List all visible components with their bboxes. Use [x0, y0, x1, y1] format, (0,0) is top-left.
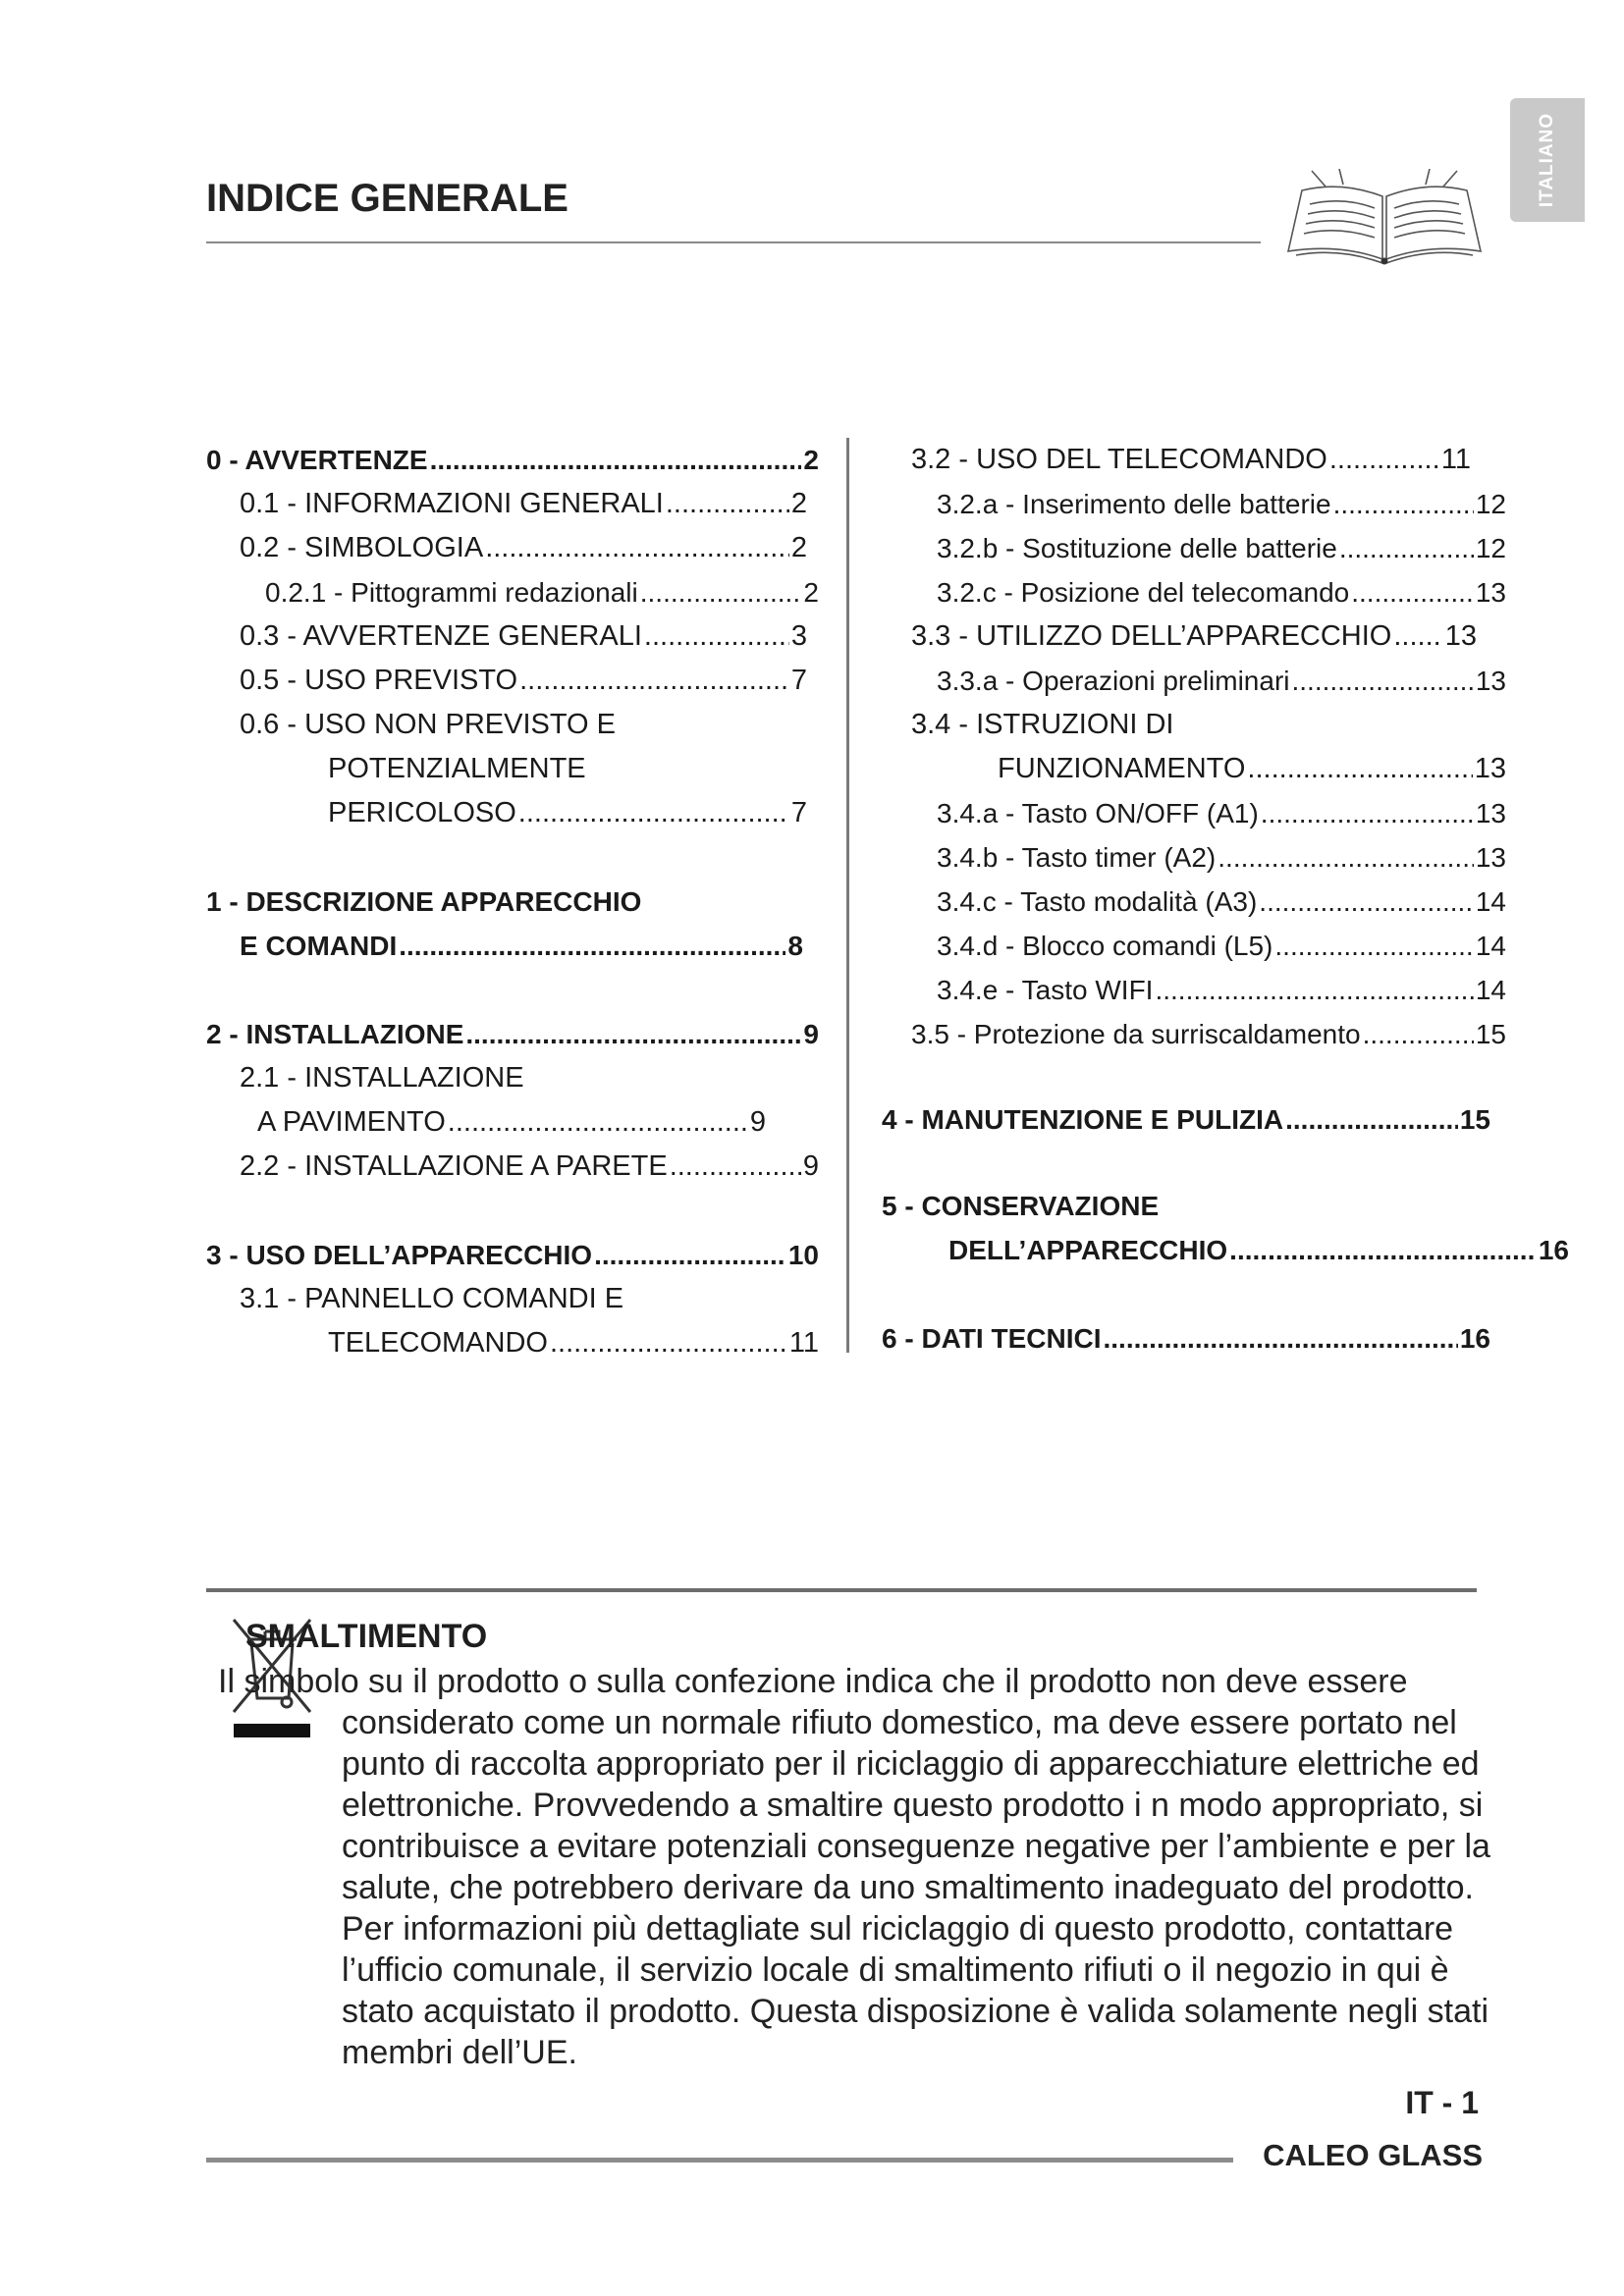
toc-entry[interactable]: TELECOMANDO ..... 11 [328, 1321, 819, 1365]
toc-entry[interactable]: 3.4.c - Tasto modalità (A3) ..... 14 [937, 880, 1506, 924]
toc-entry[interactable]: 2.1 - INSTALLAZIONE [240, 1062, 524, 1094]
toc-entry[interactable]: 3.2.c - Posizione del telecomando ..... 13 [937, 570, 1506, 614]
toc-entry[interactable]: 3 - USO DELL’APPARECCHIO ..... 10 [206, 1233, 819, 1277]
toc-entry[interactable]: E COMANDI ..... 8 [240, 924, 803, 968]
toc-entry[interactable]: 0.2 - SIMBOLOGIA ..... 2 [240, 526, 807, 570]
toc-entry[interactable]: 3.2 - USO DEL TELECOMANDO ..... 11 [911, 438, 1471, 482]
toc-entry[interactable]: 0.2.1 - Pittogrammi redazionali ..... 2 [265, 570, 819, 614]
toc-entry[interactable]: 3.4.a - Tasto ON/OFF (A1) ..... 13 [937, 791, 1506, 835]
toc-entry[interactable]: DELL’APPARECCHIO ..... 16 [948, 1228, 1569, 1272]
disposal-title: SMALTIMENTO [245, 1618, 488, 1655]
footer-divider [206, 2158, 1233, 2163]
toc-entry[interactable]: PERICOLOSO ..... 7 [328, 791, 807, 835]
language-tab-label: ITALIANO [1537, 112, 1557, 208]
toc-entry[interactable]: 3.2.b - Sostituzione delle batterie ..... 12 [937, 526, 1506, 570]
product-name: CALEO GLASS [1263, 2138, 1483, 2172]
toc-entry[interactable]: 3.2.a - Inserimento delle batterie ..... 12 [937, 482, 1506, 526]
toc-entry[interactable]: 0 - AVVERTENZE ..... 2 [206, 438, 819, 482]
toc-entry[interactable]: A PAVIMENTO ..... 9 [257, 1100, 766, 1145]
toc-entry[interactable]: 3.5 - Protezione da surriscaldamento ..... 15 [911, 1012, 1506, 1056]
disposal-body: considerato come un normale rifiuto domestico, ma deve essere portato nel punto di raccolta appropriato per il riciclaggio di apparecchiature elettriche ed elettroniche. Provvedendo a smaltire questo prodotto i n modo appropriato, si contribuisce a evitare potenziali conseguenze negative per l’ambiente e per la salute, che potrebbero derivare da uno smaltimento inadeguato del prodotto. Per informazioni più dettagliate sul riciclaggio di questo prodotto, contattare l’ufficio comunale, il servizio locale di smaltimento rifiuti o il negozio in qui è stato acquistato il prodotto. Questa disposizione è valida solamente negli stati membri dell’UE. [342, 1704, 1490, 2071]
toc-entry[interactable]: 3.4.d - Blocco comandi (L5) ..... 14 [937, 924, 1506, 968]
toc-entry[interactable]: 0.5 - USO PREVISTO ..... 7 [240, 659, 807, 703]
toc-entry[interactable]: 0.6 - USO NON PREVISTO E [240, 709, 617, 740]
toc-entry[interactable]: 1 - DESCRIZIONE APPARECCHIO [206, 886, 642, 917]
toc-entry[interactable]: 3.3 - UTILIZZO DELL’APPARECCHIO ..... 13 [911, 614, 1477, 659]
toc-entry[interactable]: FUNZIONAMENTO ..... 13 [998, 747, 1506, 791]
toc-entry[interactable]: POTENZIALMENTE [328, 753, 586, 784]
toc-entry[interactable]: 2 - INSTALLAZIONE ..... 9 [206, 1012, 819, 1056]
toc-entry[interactable]: 3.4.e - Tasto WIFI ..... 14 [937, 968, 1506, 1012]
page-title: INDICE GENERALE [206, 177, 568, 220]
toc-entry[interactable]: 3.4 - ISTRUZIONI DI [911, 709, 1174, 740]
open-book-icon [1282, 169, 1487, 265]
toc-entry[interactable]: 4 - MANUTENZIONE E PULIZIA ..... 15 [882, 1097, 1490, 1142]
toc-entry[interactable]: 3.1 - PANNELLO COMANDI E [240, 1283, 624, 1314]
toc-entry[interactable]: 3.3.a - Operazioni preliminari ..... 13 [937, 659, 1506, 703]
title-divider [206, 241, 1261, 243]
disposal-divider [206, 1588, 1477, 1592]
toc-entry[interactable]: 6 - DATI TECNICI ..... 16 [882, 1316, 1490, 1361]
disposal-first-line: Il simbolo su il prodotto o sulla confezione indica che il prodotto non deve essere [218, 1663, 1408, 1700]
language-tab [1510, 98, 1585, 222]
toc-entry[interactable]: 0.1 - INFORMAZIONI GENERALI ..... 2 [240, 482, 807, 526]
toc-entry[interactable]: 5 - CONSERVAZIONE [882, 1191, 1160, 1221]
column-divider [846, 438, 849, 1353]
toc-entry[interactable]: 2.2 - INSTALLAZIONE A PARETE ..... 9 [240, 1145, 819, 1189]
toc-entry[interactable]: 3.4.b - Tasto timer (A2) ..... 13 [937, 835, 1506, 880]
disposal-text [218, 1661, 1494, 2073]
page-number: IT - 1 [1405, 2085, 1479, 2120]
toc-entry[interactable]: 0.3 - AVVERTENZE GENERALI ..... 3 [240, 614, 807, 659]
